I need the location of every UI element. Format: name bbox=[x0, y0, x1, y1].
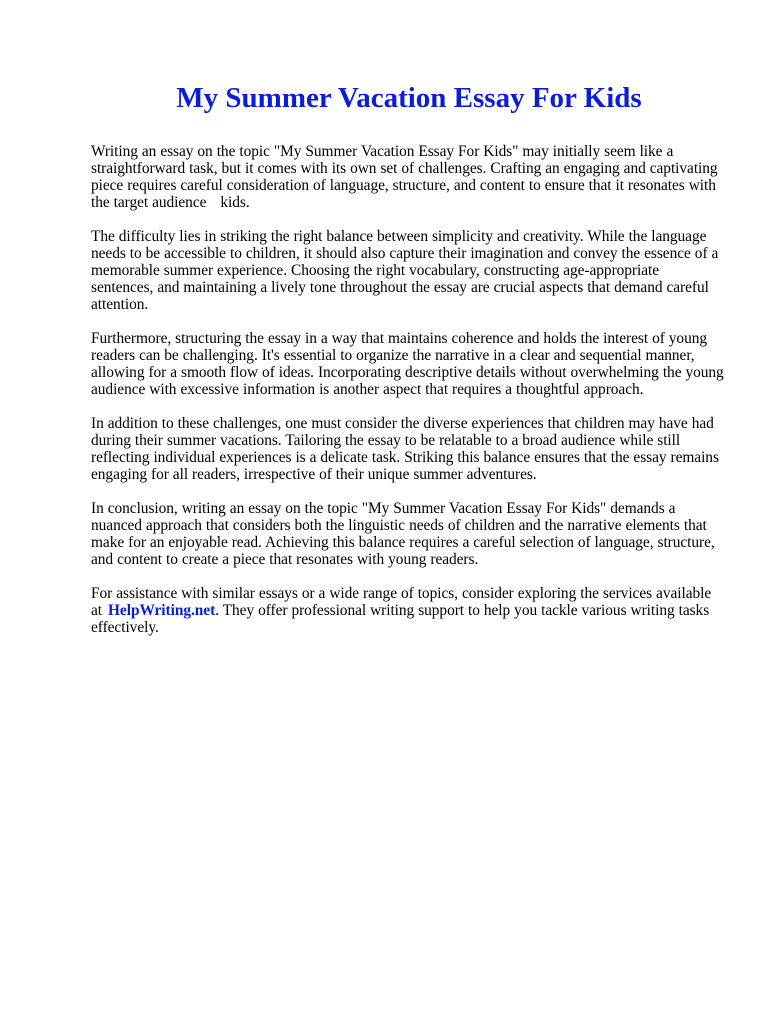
paragraph-conclusion: In conclusion, writing an essay on the topic "My Summer Vacation Essay For Kids" demands a nuanced approach that considers both the linguistic needs of children and the narrative elements that make for an enjoyable read. Achieving this balance requires a careful selection of language, structure, and content to create a piece that resonates with young readers. bbox=[91, 500, 715, 568]
paragraph-difficulty: The difficulty lies in striking the right balance between simplicity and creativity. While the language needs to be accessible to children, it should also capture their imagination and convey the essence of a memorable summer experience. Choosing the right vocabulary, constructing age-appropriate sentences, and maintaining a lively tone throughout the essay are crucial aspects that demand careful attention. bbox=[91, 228, 719, 313]
paragraph-intro bbox=[91, 143, 724, 211]
paragraph-structure: Furthermore, structuring the essay in a way that maintains coherence and holds the interest of young readers can be challenging. It's essential to organize the narrative in a clear and sequential manner, allowing for a smooth flow of ideas. Incorporating descriptive details without overwhelming the young audience with excessive information is another aspect that requires a thoughtful approach. bbox=[91, 330, 724, 398]
paragraph-assistance-end: . They offer professional writing support to help you tackle various writing tasks effectively. bbox=[91, 602, 710, 636]
paragraph-experiences: In addition to these challenges, one must consider the diverse experiences that children may have had during their summer vacations. Tailoring the essay to be relatable to a broad audience while still reflecting individual experiences is a delicate task. Striking this balance ensures that the essay remains engaging for all readers, irrespective of their unique summer adventures. bbox=[91, 415, 719, 483]
paragraph-intro-text: Writing an essay on the topic "My Summer Vacation Essay For Kids" may initially seem like a straightforward task, but it comes with its own set of challenges. Crafting an engaging and captivating piece requires careful consideration of language, structure, and content to ensure that it resonates with the target audience bbox=[91, 143, 718, 211]
paragraph-assistance-text: For assistance with similar essays or a wide range of topics, consider exploring the services available at bbox=[91, 585, 712, 619]
paragraph-intro-end: kids. bbox=[220, 194, 250, 211]
page-title: My Summer Vacation Essay For Kids bbox=[176, 82, 642, 114]
helpwriting-link[interactable]: HelpWriting.net bbox=[108, 602, 216, 619]
paragraph-assistance bbox=[91, 585, 724, 636]
